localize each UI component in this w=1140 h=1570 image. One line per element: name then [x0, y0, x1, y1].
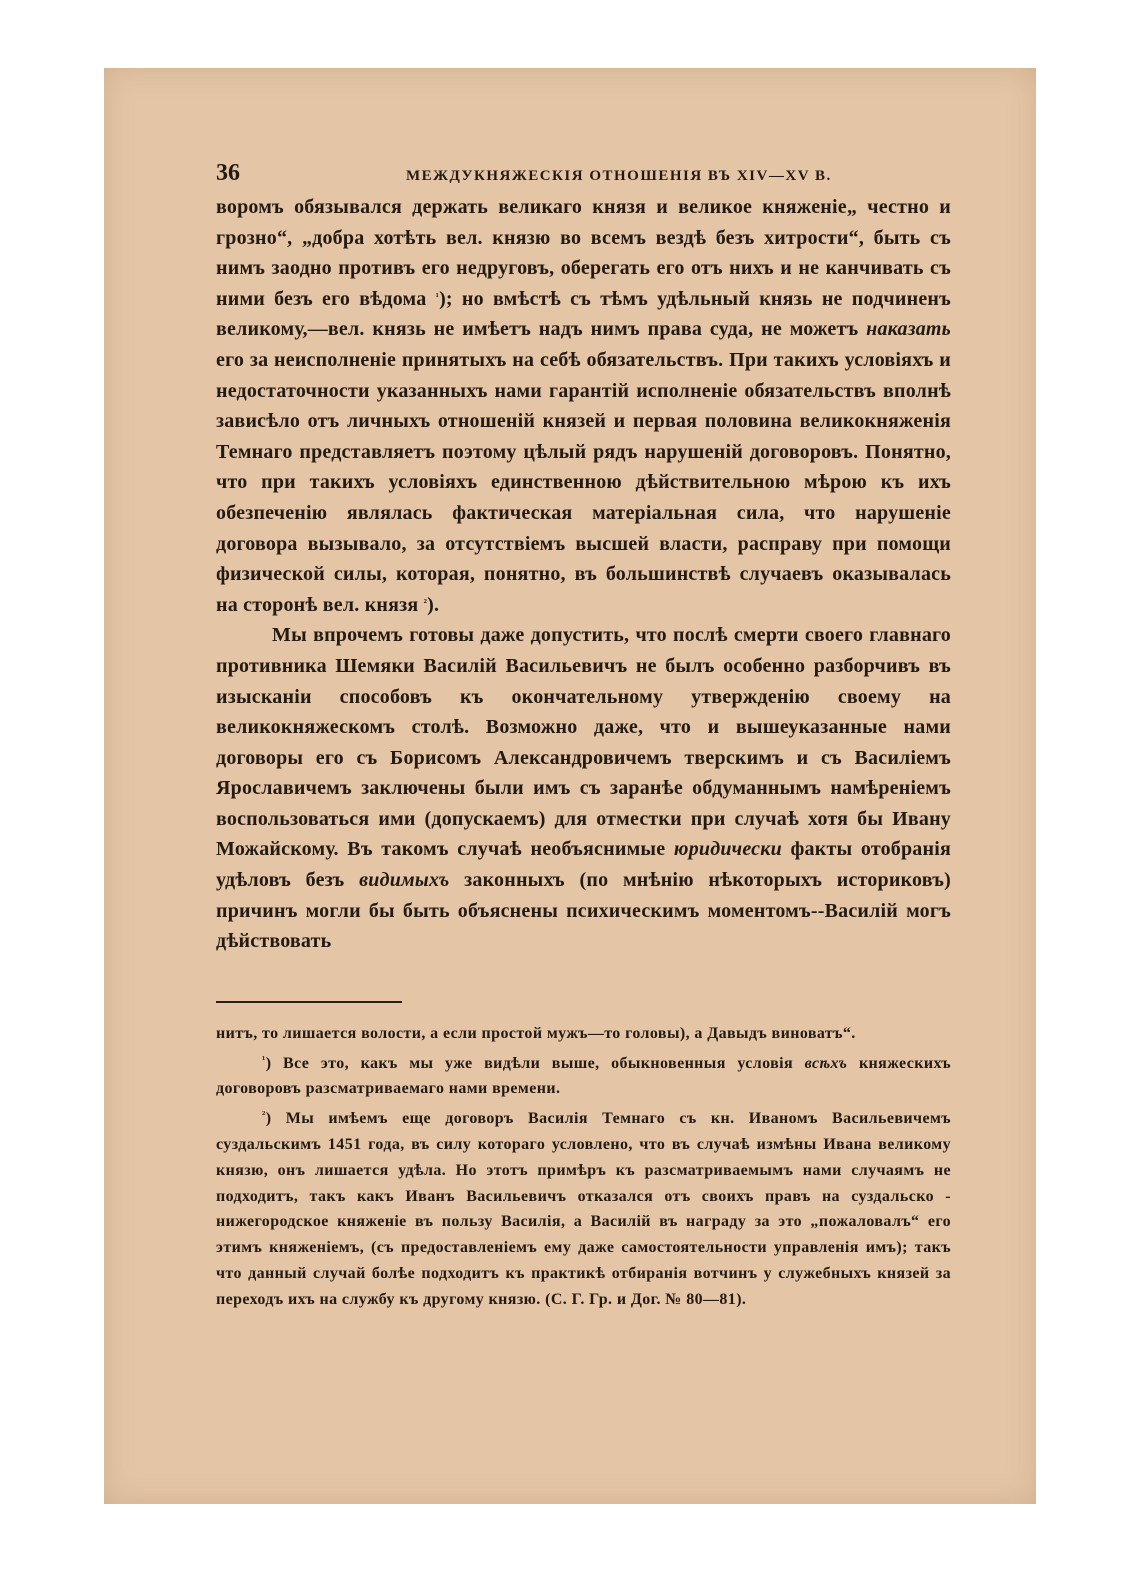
italic-text: видимыхъ — [359, 869, 450, 892]
paragraph — [216, 192, 951, 620]
book-page — [104, 68, 1036, 1504]
footnote-ref-2: ² — [423, 596, 428, 609]
text-run: ); но вмѣстѣ съ тѣмъ удѣльный князь не подчиненъ великому,—вел. князь не имѣетъ надъ нимъ права суда, не можетъ — [216, 287, 951, 341]
page-content — [216, 160, 951, 1313]
page-header — [216, 160, 951, 192]
footnote-2 — [216, 1106, 951, 1312]
text-run: воромъ обязывался держать великаго князя и великое княженіе„ честно и грозно“, „добра хотѣть вел. князю во всемъ вездѣ безъ хитрости“, быть съ нимъ заодно противъ его недруговъ, оберегать его отъ нихъ и не канчивать съ ними безъ его вѣдома — [216, 196, 951, 310]
text-run: факты отобранія удѣловъ безъ — [216, 838, 951, 892]
italic-text: всѣхъ — [804, 1054, 848, 1072]
footnote-mark: ¹ — [262, 1053, 266, 1066]
text-run: ) Все это, какъ мы уже видѣли выше, обыкновенныя условія — [265, 1054, 805, 1072]
page-number: 36 — [216, 160, 240, 186]
footnote-mark: ² — [262, 1109, 266, 1122]
running-head: МЕЖДУКНЯЖЕСКІЯ ОТНОШЕНІЯ ВЪ XIV—XV В. — [406, 168, 832, 184]
footnote-1 — [216, 1051, 951, 1103]
footnote-ref-1: ¹ — [435, 290, 440, 303]
italic-text: наказать — [866, 318, 951, 341]
paragraph — [216, 620, 951, 957]
text-run: ). — [427, 593, 440, 616]
footnotes — [216, 1021, 951, 1313]
text-run: Мы впрочемъ готовы даже допустить, что послѣ смерти своего главнаго противника Шемяки Василій Васильевичъ не былъ особенно разборчивъ въ изысканіи способовъ къ окончательному утвержденію своему на великокняжескомъ столѣ. Возможно даже, что и вышеуказанные нами договоры его съ Борисомъ Александровичемъ тверскимъ и съ Василіемъ Ярославичемъ заключены были имъ съ заранѣе обдуманнымъ намѣреніемъ воспользоваться ими (допускаемъ) для отместки при случаѣ хотя бы Ивану Можайскому. Въ такомъ случаѣ необъяснимые — [216, 624, 951, 861]
footnote-continuation: нитъ, то лишается волости, а если простой мужъ—то головы), а Давыдъ виноватъ“. — [216, 1024, 856, 1042]
main-text — [216, 192, 951, 957]
footnote-separator — [216, 1001, 402, 1003]
italic-text: юридически — [673, 838, 782, 861]
text-run: княжескихъ договоровъ разсматриваемаго нами времени. — [216, 1054, 951, 1098]
text-run: законныхъ (по мнѣнію нѣкоторыхъ историковъ) причинъ могли бы быть объяснены психическимъ моментомъ--Василій могъ дѣйствовать — [216, 869, 951, 953]
text-run: ) Мы имѣемъ еще договоръ Василія Темнаго съ кн. Иваномъ Васильевичемъ суздальскимъ 1451 года, въ силу котораго условлено, что въ случаѣ измѣны Ивана великому князю, онъ лишается удѣла. Но этотъ примѣръ къ разсматриваемымъ нами случаямъ не подходитъ, такъ какъ Иванъ Васильевичъ отказался отъ своихъ правъ на суздальско - нижегородское княженіе въ пользу Василія, а Василій въ награду за это „пожаловалъ“ его этимъ княженіемъ, (съ предоставленіемъ ему даже самостоятельности управленія имъ); такъ что данный случай болѣе подходитъ къ практикѣ отбиранія вотчинъ у служебныхъ князей за переходъ ихъ на службу къ другому князю. (С. Г. Гр. и Дог. № 80—81). — [216, 1110, 951, 1308]
text-run: его за неисполненіе принятыхъ на себѣ обязательствъ. При такихъ условіяхъ и недостаточности указанныхъ нами гарантій исполненіе обязательствъ вполнѣ зависѣло отъ личныхъ отношеній князей и первая половина великокняженія Темнаго представляетъ поэтому цѣлый рядъ нарушеній договоровъ. Понятно, что при такихъ условіяхъ единственною дѣйствительною мѣрою къ ихъ обезпеченію являлась фактическая матеріальная сила, что нарушеніе договора вызывало, за отсутствіемъ высшей власти, расправу при помощи физической силы, которая, понятно, въ большинствѣ случаевъ оказывалась на сторонѣ вел. князя — [216, 348, 951, 616]
